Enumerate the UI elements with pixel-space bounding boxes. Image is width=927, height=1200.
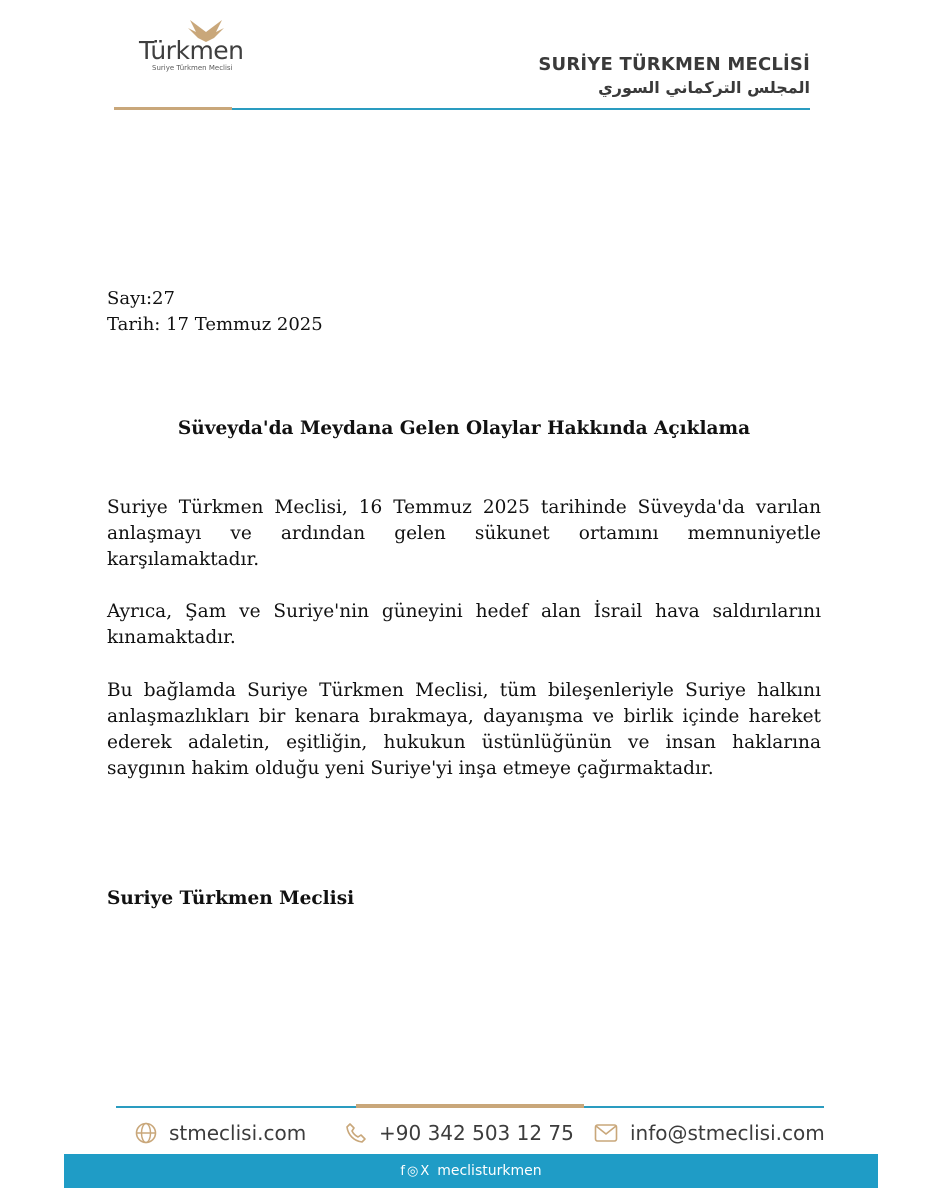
footer-email[interactable] <box>594 1118 825 1148</box>
footer-website[interactable] <box>135 1118 306 1148</box>
social-icons[interactable] <box>400 1164 431 1179</box>
document-number: Sayı:27 <box>107 288 175 309</box>
org-name-latin: SURİYE TÜRKMEN MECLİSİ <box>538 54 810 75</box>
header-divider-accent <box>114 107 232 110</box>
logo-wordmark: Türkmen <box>139 36 244 65</box>
facebook-icon[interactable]: f <box>400 1163 407 1179</box>
globe-icon <box>135 1122 157 1144</box>
mail-icon <box>594 1123 618 1143</box>
paragraph-3: Bu bağlamda Suriye Türkmen Meclisi, tüm bileşenleriyle Suriye halkını anlaşmazlıkları bir kenara bırakmaya, dayanışma ve birlik içinde hareket ederek adaletin, eşitliğin, hukukun üstünlüğünün ve insan haklarına saygının hakim olduğu yeni Suriye'yi inşa etmeye çağırmaktadır. <box>107 680 821 779</box>
paragraph-2: Ayrıca, Şam ve Suriye'nin güneyini hedef alan İsrail hava saldırılarını kınamaktadır. <box>107 601 821 648</box>
org-name-arabic: المجلس التركماني السوري <box>598 78 810 97</box>
footer-phone[interactable] <box>345 1118 574 1148</box>
signature: Suriye Türkmen Meclisi <box>107 888 355 909</box>
website-text[interactable]: stmeclisi.com <box>169 1121 307 1145</box>
organization-logo <box>114 14 244 94</box>
phone-icon <box>345 1122 367 1144</box>
document-title: Süveyda'da Meydana Gelen Olaylar Hakkında Açıklama <box>177 418 751 439</box>
footer-divider-accent <box>356 1104 584 1108</box>
paragraph-1: Suriye Türkmen Meclisi, 16 Temmuz 2025 tarihinde Süveyda'da varılan anlaşmayı ve ardından gelen sükunet ortamını memnuniyetle karşılamaktadır. <box>107 497 821 570</box>
email-text[interactable]: info@stmeclisi.com <box>630 1121 825 1145</box>
instagram-icon[interactable]: ◎ <box>406 1163 421 1179</box>
logo-subtitle: Suriye Türkmen Meclisi <box>152 64 233 72</box>
document-date: Tarih: 17 Temmuz 2025 <box>107 314 323 335</box>
social-handle[interactable]: meclisturkmen <box>437 1163 542 1179</box>
x-icon[interactable]: X <box>420 1163 432 1179</box>
social-bar <box>64 1154 878 1188</box>
phone-text[interactable]: +90 342 503 12 75 <box>379 1121 574 1145</box>
